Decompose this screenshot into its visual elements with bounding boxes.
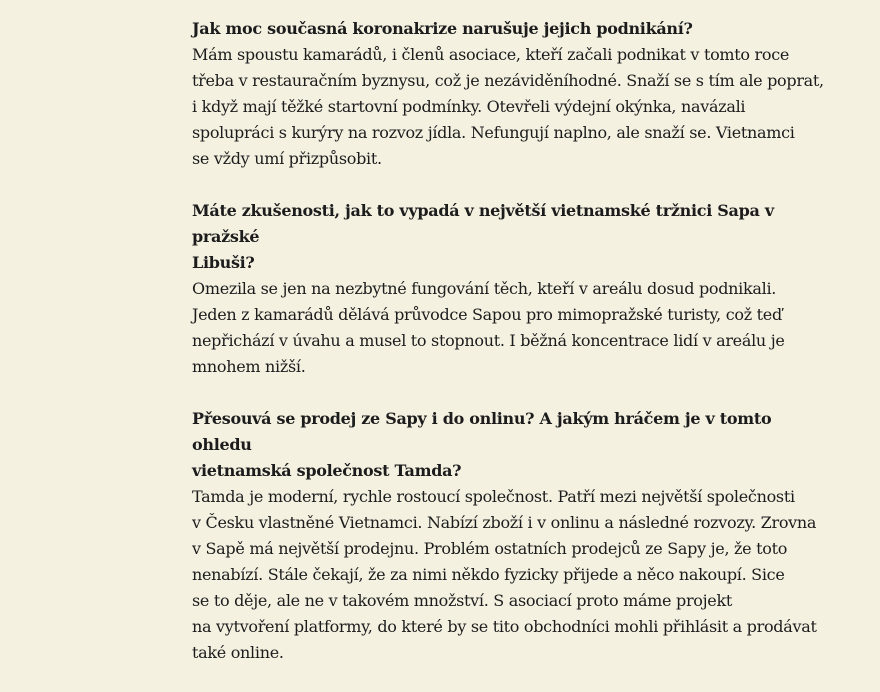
question-2: Máte zkušenosti, jak to vypadá v největší vietnamské tržnici Sapa v pražské Libuši? — [192, 201, 774, 272]
qa-block-3 — [192, 406, 832, 666]
qa-block-1 — [192, 16, 832, 172]
answer-2: Omezila se jen na nezbytné fungování těch, kteří v areálu dosud podnikali. Jeden z kamarádů dělává průvodce Sapou pro mimopražské turisty, což teď nepřichází v úvahu a musel to stopnout. I běžná koncentrace lidí v areálu je mnohem nižší. — [192, 279, 785, 376]
question-1: Jak moc současná koronakrize narušuje jejich podnikání? — [192, 19, 693, 38]
answer-3: Tamda je moderní, rychle rostoucí společnost. Patří mezi největší společnosti v Česku vlastněné Vietnamci. Nabízí zboží i v onlinu a následné rozvozy. Zrovna v Sapě má největší prodejnu. Problém ostatních prodejců ze Sapy je, že toto nenabízí. Stále čekají, že za nimi někdo fyzicky přijede a něco nakoupí. Sice se to děje, ale ne v takovém množství. S asociací proto máme projekt na vytvoření platformy, do které by se tito obchodníci mohli přihlásit a prodávat také online. — [192, 487, 817, 662]
article-body — [192, 16, 832, 692]
qa-block-2 — [192, 198, 832, 380]
answer-1: Mám spoustu kamarádů, i členů asociace, kteří začali podnikat v tomto roce třeba v restauračním byznysu, což je nezáviděníhodné. Snaží se s tím ale poprat, i když mají těžké startovní podmínky. Otevřeli výdejní okýnka, navázali spolupráci s kurýry na rozvoz jídla. Nefungují naplno, ale snaží se. Vietnamci se vždy umí přizpůsobit. — [192, 45, 824, 168]
question-3: Přesouvá se prodej ze Sapy i do onlinu? A jakým hráčem je v tomto ohledu vietnamská společnost Tamda? — [192, 409, 772, 480]
